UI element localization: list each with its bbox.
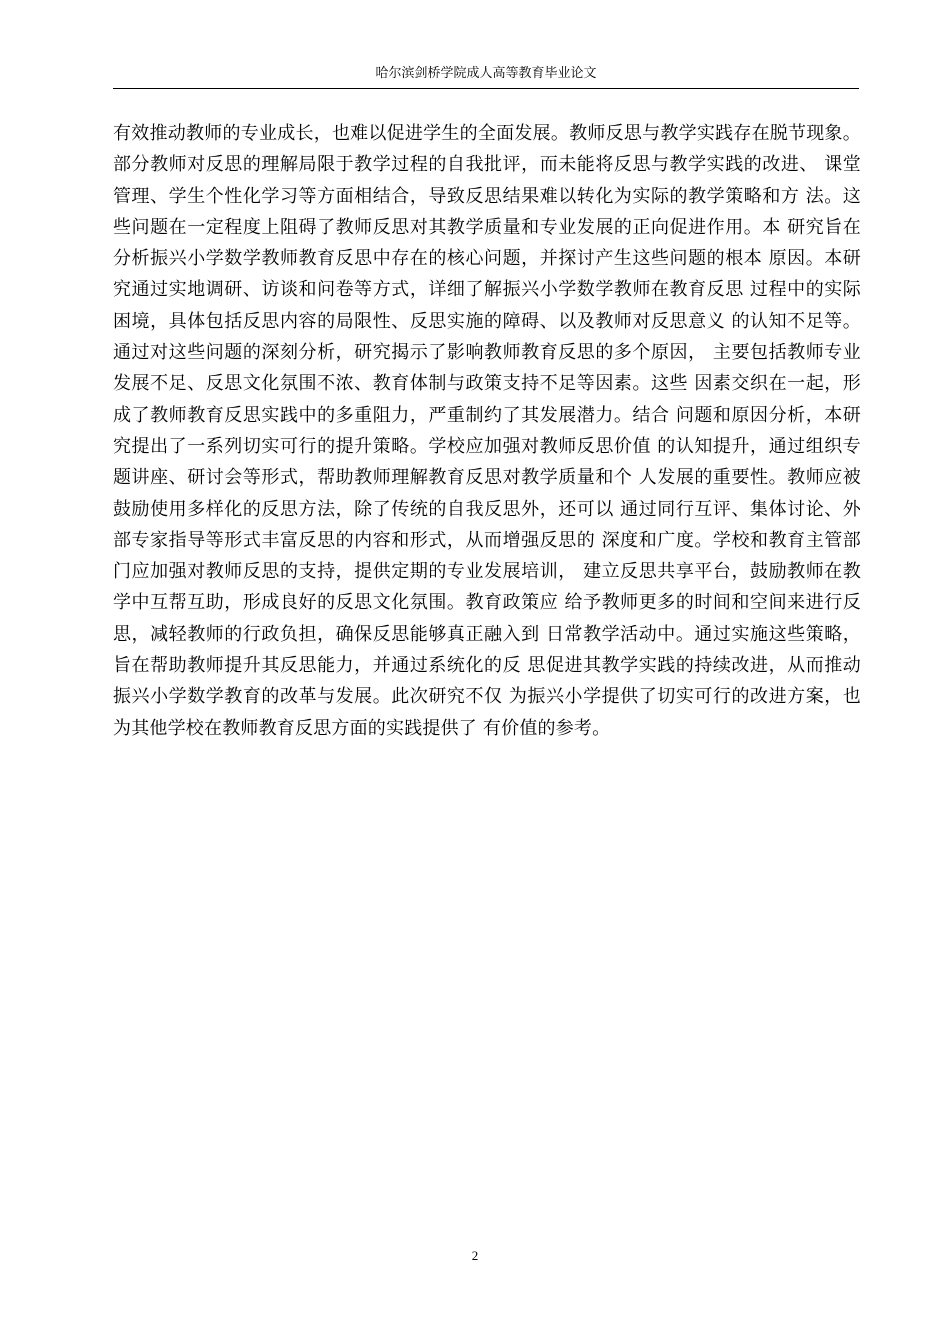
page-number: 2	[471, 1248, 479, 1263]
header-title: 哈尔滨剑桥学院成人高等教育毕业论文	[375, 66, 597, 81]
running-header	[113, 64, 859, 89]
body-paragraph: 有效推动教师的专业成长，也难以促进学生的全面发展。教师反思与教学实践存在脱节现象。部分教师对反思的理解局限于教学过程的自我批评，而未能将反思与教学实践的改进、 课堂管理、学生个性化学习等方面相结合，导致反思结果难以转化为实际的教学策略和方 法。这些问题在一定程度上阻碍了教师反思对其教学质量和专业发展的正向促进作用。本 研究旨在分析振兴小学数学教师教育反思中存在的核心问题，并探讨产生这些问题的根本 原因。本研究通过实地调研、访谈和问卷等方式，详细了解振兴小学数学教师在教育反思 过程中的实际困境，具体包括反思内容的局限性、反思实施的障碍、以及教师对反思意义 的认知不足等。通过对这些问题的深刻分析，研究揭示了影响教师教育反思的多个原因， 主要包括教师专业发展不足、反思文化氛围不浓、教育体制与政策支持不足等因素。这些 因素交织在一起，形成了教师教育反思实践中的多重阻力，严重制约了其发展潜力。结合 问题和原因分析，本研究提出了一系列切实可行的提升策略。学校应加强对教师反思价值 的认知提升，通过组织专题讲座、研讨会等形式，帮助教师理解教育反思对教学质量和个 人发展的重要性。教师应被鼓励使用多样化的反思方法，除了传统的自我反思外，还可以 通过同行互评、集体讨论、外部专家指导等形式丰富反思的内容和形式，从而增强反思的 深度和广度。学校和教育主管部门应加强对教师反思的支持，提供定期的专业发展培训， 建立反思共享平台，鼓励教师在教学中互帮互助，形成良好的反思文化氛围。教育政策应 给予教师更多的时间和空间来进行反思，减轻教师的行政负担，确保反思能够真正融入到 日常教学活动中。通过实施这些策略，旨在帮助教师提升其反思能力，并通过系统化的反 思促进其教学实践的持续改进，从而推动振兴小学数学教育的改革与发展。此次研究不仅 为振兴小学提供了切实可行的改进方案，也为其他学校在教师教育反思方面的实践提供了 有价值的参考。	[113, 123, 861, 739]
